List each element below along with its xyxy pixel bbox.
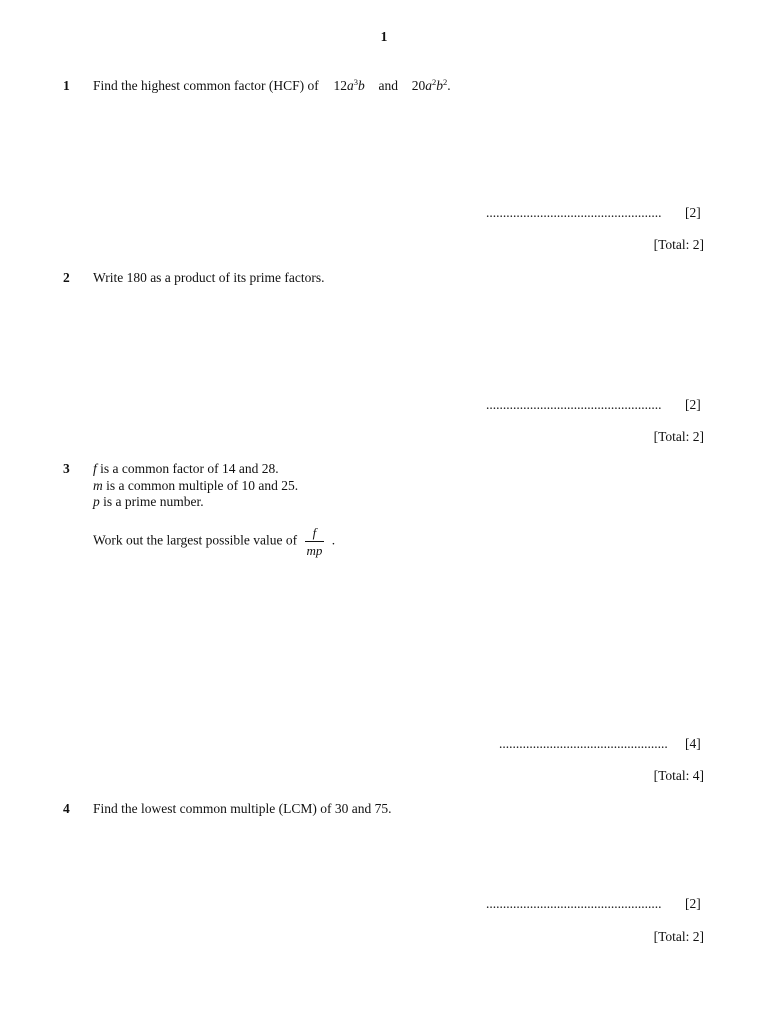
question-3-total: [Total: 4] [653,768,704,783]
question-3-line-2: m is a common multiple of 10 and 25. [93,478,299,493]
question-3-answer-line[interactable]: .................................................. [499,736,668,751]
question-4-total: [Total: 2] [653,929,704,944]
question-1-total: [Total: 2] [653,237,704,252]
page-number: 1 [380,29,388,44]
question-2-marks: [2] [685,397,701,412]
fraction-f-over-mp: $\frac{f}{mp}$ [306,525,323,558]
question-3-work-out: Work out the largest possible value of $\frac{f}{mp}$ . [93,525,336,558]
question-3-line-1: f is a common factor of 14 and 28. [93,461,279,476]
question-3-marks: [4] [685,736,701,751]
question-1-text: Find the highest common factor (HCF) of $12a^3b$ and $20a^2b^2$. [93,77,451,93]
expression-b: $20a^2b^2$ [411,77,448,93]
conjunction: and [378,78,398,93]
question-1-answer-line[interactable]: .................................................... [486,205,662,220]
question-2-total: [Total: 2] [653,429,704,444]
expression-a: $12a^3b$ [333,77,365,93]
question-3-number: 3 [63,461,70,476]
question-4-marks: [2] [685,896,701,911]
question-1-marks: [2] [685,205,701,220]
question-1-number: 1 [63,78,70,93]
question-1-prompt: Find the highest common factor (HCF) of [93,78,319,93]
question-4-answer-line[interactable]: .................................................... [486,896,662,911]
question-2-answer-line[interactable]: .................................................... [486,397,662,412]
question-4-number: 4 [63,801,70,816]
question-2-number: 2 [63,270,70,285]
question-4-text: Find the lowest common multiple (LCM) of 30 and 75. [93,801,392,816]
question-2-text: Write 180 as a product of its prime factors. [93,270,325,285]
question-3-line-3: p is a prime number. [93,494,204,509]
